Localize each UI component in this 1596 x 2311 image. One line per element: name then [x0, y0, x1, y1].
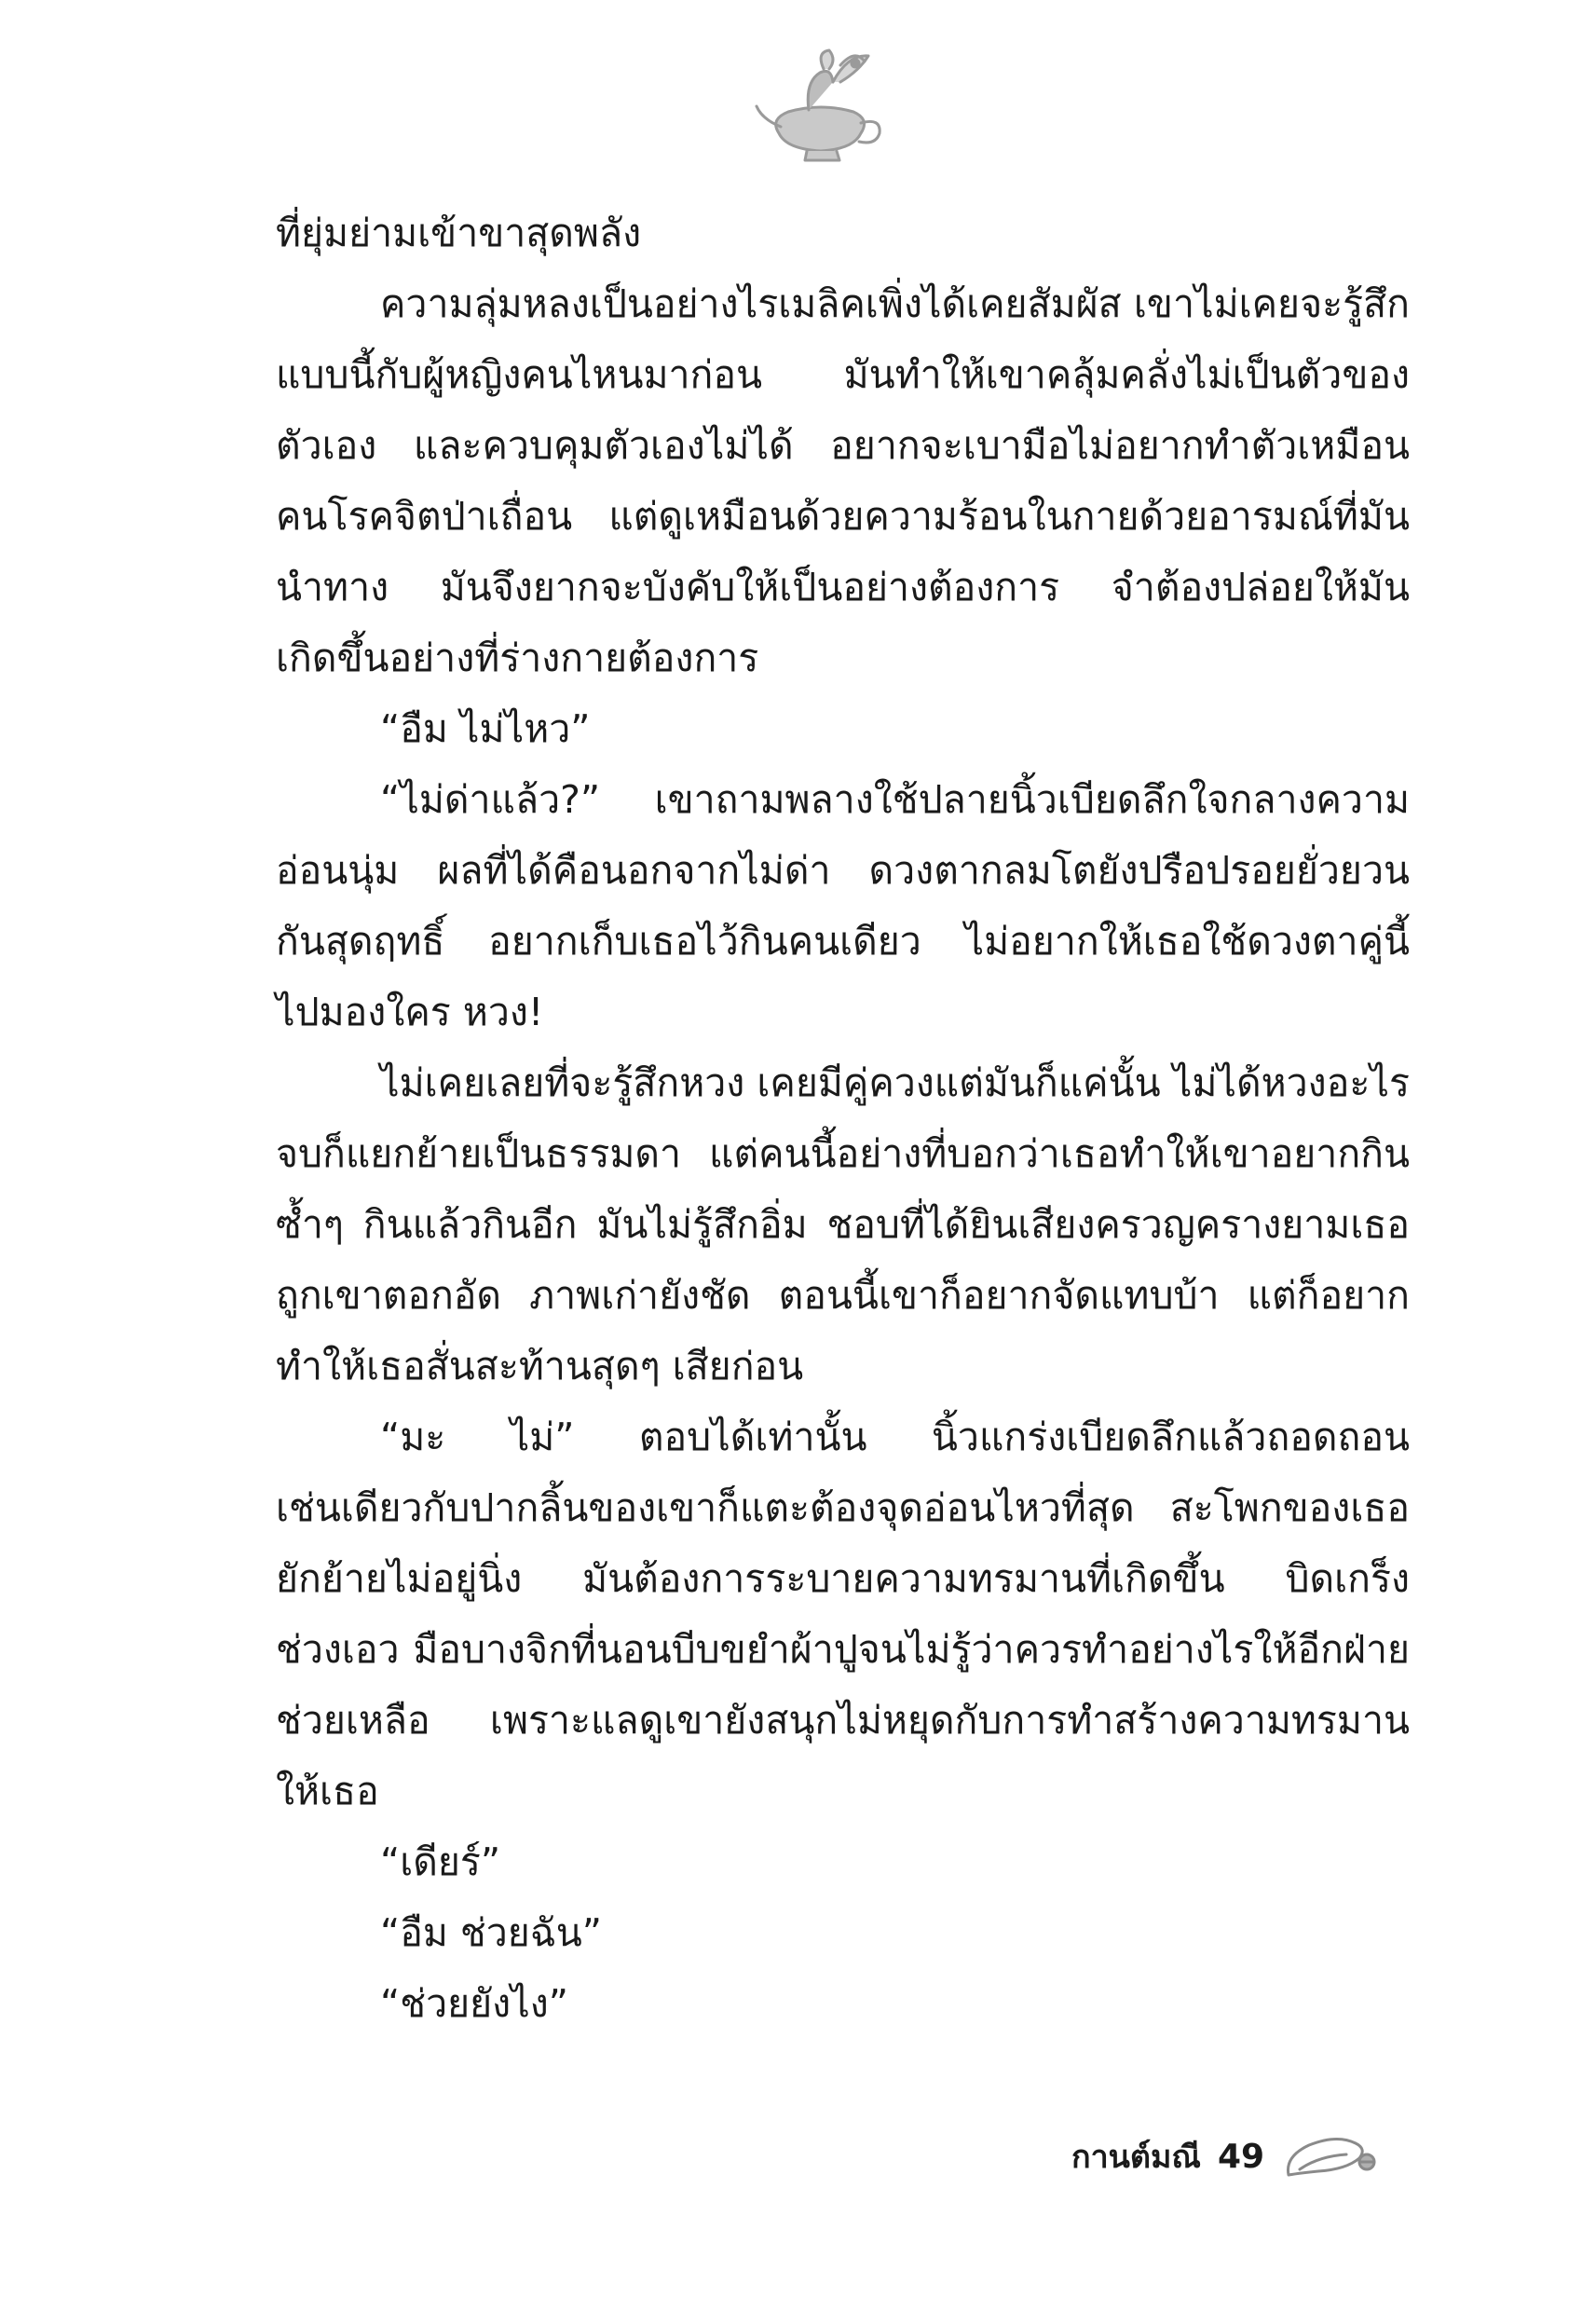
- text-line: ทำให้เธอสั่นสะท้านสุดๆ เสียก่อน: [276, 1344, 804, 1388]
- text-line: กันสุดฤทธิ์ อยากเก็บเธอไว้กินคนเดียว ไม่อยากให้เธอใช้ดวงตาคู่นี้: [276, 919, 1410, 964]
- text-line: ตัวเอง และควบคุมตัวเองไม่ได้ อยากจะเบามือไม่อยากทำตัวเหมือน: [276, 423, 1410, 468]
- text-line: ถูกเขาตอกอัด ภาพเก่ายังชัด ตอนนี้เขาก็อยากจัดแทบบ้า แต่ก็อยาก: [276, 1273, 1410, 1318]
- text-line: แบบนี้กับผู้หญิงคนไหนมาก่อน มันทำให้เขาคลุ้มคลั่งไม่เป็นตัวของ: [276, 352, 1410, 397]
- story-text: [276, 198, 1410, 2039]
- book-title: กานต์มณี: [1071, 2139, 1201, 2176]
- text-line: “อืม ช่วยฉัน”: [380, 1910, 602, 1955]
- text-line: “ไม่ด่าแล้ว?” เขาถามพลางใช้ปลายนิ้วเบียดลึกใจกลางความ: [380, 777, 1410, 822]
- text-line: ช่วงเอว มือบางจิกที่นอนบีบขยำผ้าปูจนไม่รู้ว่าควรทำอย่างไรให้อีกฝ่าย: [276, 1627, 1410, 1672]
- teapot-cupid-ornament-icon: [751, 45, 891, 166]
- text-line: ไปมองใคร หวง!: [276, 990, 544, 1034]
- text-line: “อืม ไม่ไหว”: [380, 706, 591, 751]
- text-line: ยักย้ายไม่อยู่นิ่ง มันต้องการระบายความทรมานที่เกิดขึ้น บิดเกร็ง: [276, 1556, 1410, 1601]
- text-line: “มะ ไม่” ตอบได้เท่านั้น นิ้วแกร่งเบียดลึกแล้วถอดถอน: [380, 1415, 1410, 1459]
- text-line: ซ้ำๆ กินแล้วกินอีก มันไม่รู้สึกอิ่ม ชอบที่ได้ยินเสียงครวญครางยามเธอ: [276, 1202, 1410, 1247]
- text-line: คนโรคจิตป่าเถื่อน แต่ดูเหมือนด้วยความร้อนในกายด้วยอารมณ์ที่มัน: [276, 494, 1410, 539]
- text-line: ช่วยเหลือ เพราะแลดูเขายังสนุกไม่หยุดกับการทำสร้างความทรมาน: [276, 1698, 1410, 1743]
- page-footer: [1071, 2128, 1384, 2184]
- text-line: ไม่เคยเลยที่จะรู้สึกหวง เคยมีคู่ควงแต่มันก็แค่นั้น ไม่ได้หวงอะไร: [380, 1060, 1410, 1105]
- text-line: จบก็แยกย้ายเป็นธรรมดา แต่คนนี้อย่างที่บอกว่าเธอทำให้เขาอยากกิน: [276, 1131, 1410, 1176]
- text-line: เกิดขึ้นอย่างที่ร่างกายต้องการ: [276, 636, 759, 680]
- text-line: เช่นเดียวกับปากลิ้นของเขาก็แตะต้องจุดอ่อนไหวที่สุด สะโพกของเธอ: [276, 1485, 1410, 1530]
- text-line: ความลุ่มหลงเป็นอย่างไรเมลิคเพิ่งได้เคยสัมผัส เขาไม่เคยจะรู้สึก: [380, 281, 1410, 326]
- text-line: “เดียร์”: [380, 1839, 501, 1884]
- text-line: อ่อนนุ่ม ผลที่ได้คือนอกจากไม่ด่า ดวงตากลมโตยังปรือปรอยยั่วยวน: [276, 848, 1410, 893]
- page-number: 49: [1217, 2137, 1265, 2176]
- stethoscope-ornament-icon: [1281, 2128, 1384, 2184]
- text-line: ให้เธอ: [276, 1769, 379, 1813]
- text-line: “ช่วยยังไง”: [380, 1981, 569, 2026]
- text-line: ที่ยุ่มย่ามเข้าขาสุดพลัง: [276, 211, 642, 255]
- text-line: นำทาง มันจึงยากจะบังคับให้เป็นอย่างต้องการ จำต้องปล่อยให้มัน: [276, 565, 1410, 609]
